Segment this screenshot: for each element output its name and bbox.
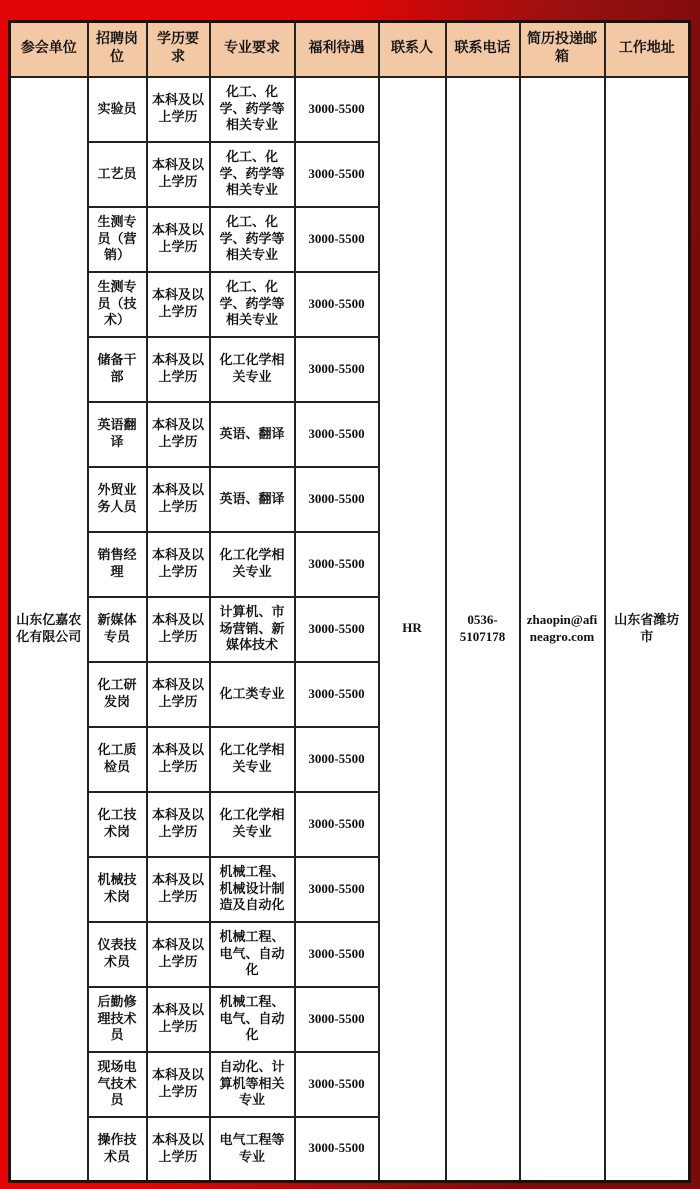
- salary-cell: 3000-5500: [295, 792, 379, 857]
- major-cell: 化工化学相关专业: [210, 792, 295, 857]
- salary-cell: 3000-5500: [295, 727, 379, 792]
- salary-cell: 3000-5500: [295, 77, 379, 142]
- salary-cell: 3000-5500: [295, 207, 379, 272]
- position-title-cell: 操作技术员: [88, 1117, 147, 1182]
- education-cell: 本科及以上学历: [147, 857, 210, 922]
- contact-phone-cell: 0536-5107178: [446, 77, 520, 1182]
- major-cell: 机械工程、机械设计制造及自动化: [210, 857, 295, 922]
- position-title-cell: 销售经理: [88, 532, 147, 597]
- position-title-cell: 生测专员（技术）: [88, 272, 147, 337]
- salary-cell: 3000-5500: [295, 987, 379, 1052]
- education-cell: 本科及以上学历: [147, 662, 210, 727]
- education-cell: 本科及以上学历: [147, 987, 210, 1052]
- job-table: [8, 20, 691, 1183]
- salary-cell: 3000-5500: [295, 857, 379, 922]
- column-header-major: 专业要求: [210, 22, 295, 77]
- salary-cell: 3000-5500: [295, 402, 379, 467]
- contact-person-cell: HR: [379, 77, 446, 1182]
- position-title-cell: 生测专员（营销）: [88, 207, 147, 272]
- position-title-cell: 机械技术岗: [88, 857, 147, 922]
- education-cell: 本科及以上学历: [147, 532, 210, 597]
- education-cell: 本科及以上学历: [147, 727, 210, 792]
- education-cell: 本科及以上学历: [147, 467, 210, 532]
- position-title-cell: 仪表技术员: [88, 922, 147, 987]
- column-header-contact-person: 联系人: [379, 22, 446, 77]
- major-cell: 计算机、市场营销、新媒体技术: [210, 597, 295, 662]
- education-cell: 本科及以上学历: [147, 337, 210, 402]
- education-cell: 本科及以上学历: [147, 1052, 210, 1117]
- salary-cell: 3000-5500: [295, 272, 379, 337]
- salary-cell: 3000-5500: [295, 1052, 379, 1117]
- education-cell: 本科及以上学历: [147, 272, 210, 337]
- education-cell: 本科及以上学历: [147, 1117, 210, 1182]
- major-cell: 机械工程、电气、自动化: [210, 987, 295, 1052]
- salary-cell: 3000-5500: [295, 662, 379, 727]
- education-cell: 本科及以上学历: [147, 207, 210, 272]
- table-row: [10, 77, 690, 142]
- education-cell: 本科及以上学历: [147, 922, 210, 987]
- position-title-cell: 工艺员: [88, 142, 147, 207]
- major-cell: 化工化学相关专业: [210, 337, 295, 402]
- position-title-cell: 英语翻译: [88, 402, 147, 467]
- column-header-contact-phone: 联系电话: [446, 22, 520, 77]
- major-cell: 化工、化学、药学等相关专业: [210, 142, 295, 207]
- salary-cell: 3000-5500: [295, 597, 379, 662]
- major-cell: 英语、翻译: [210, 467, 295, 532]
- education-cell: 本科及以上学历: [147, 597, 210, 662]
- major-cell: 化工类专业: [210, 662, 295, 727]
- major-cell: 化工化学相关专业: [210, 727, 295, 792]
- work-location-cell: 山东省潍坊市: [605, 77, 690, 1182]
- education-cell: 本科及以上学历: [147, 77, 210, 142]
- position-title-cell: 外贸业务人员: [88, 467, 147, 532]
- salary-cell: 3000-5500: [295, 142, 379, 207]
- salary-cell: 3000-5500: [295, 1117, 379, 1182]
- column-header-resume-email: 简历投递邮箱: [520, 22, 605, 77]
- position-title-cell: 新媒体专员: [88, 597, 147, 662]
- position-title-cell: 化工质检员: [88, 727, 147, 792]
- position-title-cell: 储备干部: [88, 337, 147, 402]
- column-header-position: 招聘岗位: [88, 22, 147, 77]
- resume-email-cell: zhaopin@afineagro.com: [520, 77, 605, 1182]
- major-cell: 化工、化学、药学等相关专业: [210, 207, 295, 272]
- education-cell: 本科及以上学历: [147, 792, 210, 857]
- major-cell: 化工、化学、药学等相关专业: [210, 77, 295, 142]
- salary-cell: 3000-5500: [295, 922, 379, 987]
- major-cell: 自动化、计算机等相关专业: [210, 1052, 295, 1117]
- major-cell: 电气工程等专业: [210, 1117, 295, 1182]
- column-header-salary: 福利待遇: [295, 22, 379, 77]
- major-cell: 机械工程、电气、自动化: [210, 922, 295, 987]
- position-title-cell: 现场电气技术员: [88, 1052, 147, 1117]
- salary-cell: 3000-5500: [295, 337, 379, 402]
- education-cell: 本科及以上学历: [147, 402, 210, 467]
- major-cell: 化工、化学、药学等相关专业: [210, 272, 295, 337]
- table-header-row: [10, 22, 690, 77]
- position-title-cell: 化工技术岗: [88, 792, 147, 857]
- major-cell: 英语、翻译: [210, 402, 295, 467]
- salary-cell: 3000-5500: [295, 532, 379, 597]
- company-name-cell: 山东亿嘉农化有限公司: [10, 77, 88, 1182]
- position-title-cell: 后勤修理技术员: [88, 987, 147, 1052]
- major-cell: 化工化学相关专业: [210, 532, 295, 597]
- column-header-education: 学历要求: [147, 22, 210, 77]
- column-header-company: 参会单位: [10, 22, 88, 77]
- education-cell: 本科及以上学历: [147, 142, 210, 207]
- salary-cell: 3000-5500: [295, 467, 379, 532]
- column-header-work-location: 工作地址: [605, 22, 690, 77]
- position-title-cell: 实验员: [88, 77, 147, 142]
- position-title-cell: 化工研发岗: [88, 662, 147, 727]
